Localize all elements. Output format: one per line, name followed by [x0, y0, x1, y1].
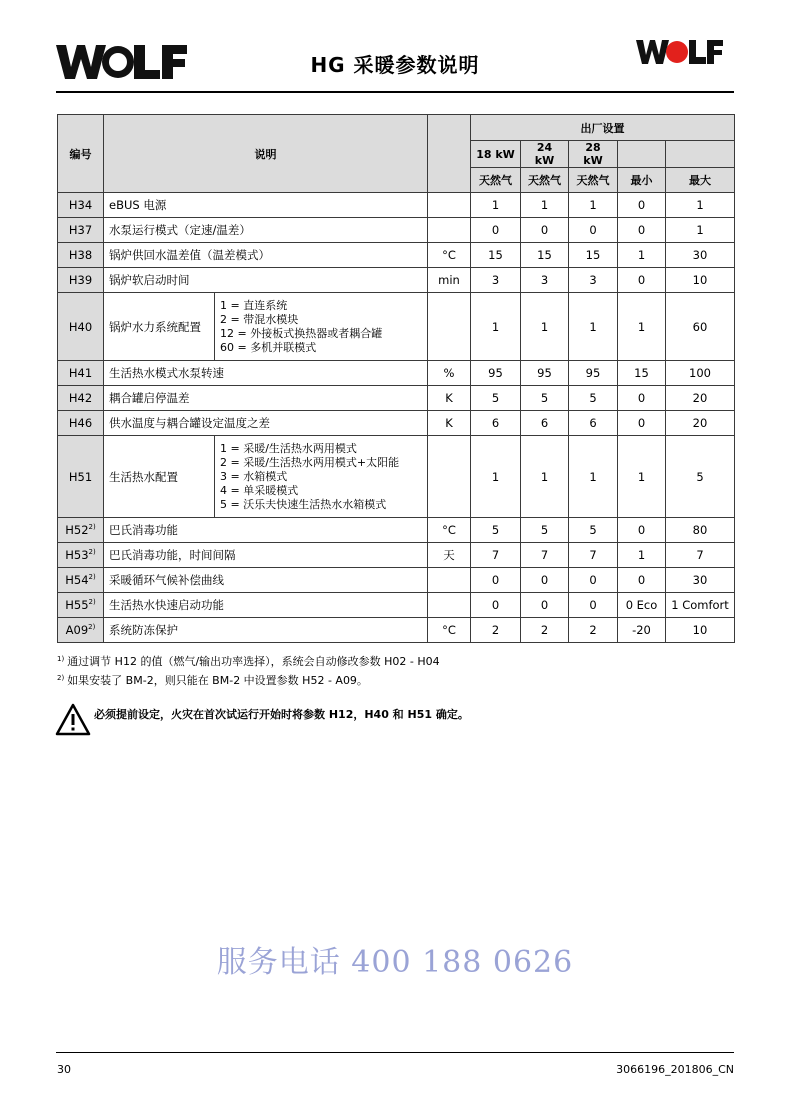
header-unit	[428, 115, 471, 193]
value-max: 1	[666, 218, 735, 243]
param-unit	[428, 293, 471, 361]
value-max: 1 Comfort	[666, 593, 735, 618]
param-code: H34	[58, 193, 104, 218]
param-description: 巴氏消毒功能，时间间隔	[104, 543, 428, 568]
value-24kw: 95	[521, 361, 569, 386]
value-28kw: 15	[569, 243, 618, 268]
value-18kw: 1	[471, 293, 521, 361]
value-28kw: 1	[569, 293, 618, 361]
param-code: H53$^{2)}$	[58, 543, 104, 568]
value-18kw: 1	[471, 193, 521, 218]
value-max: 10	[666, 268, 735, 293]
option-line: 1 = 直连系统	[220, 298, 288, 312]
value-18kw: 3	[471, 268, 521, 293]
footnote-ref: 2)	[88, 548, 96, 556]
header-gas-28: 天然气	[569, 168, 618, 193]
value-min: 0	[618, 386, 666, 411]
param-description: 采暖循环气候补偿曲线	[104, 568, 428, 593]
value-min: 1	[618, 293, 666, 361]
value-24kw: 15	[521, 243, 569, 268]
param-code: H37	[58, 218, 104, 243]
value-24kw: 0	[521, 568, 569, 593]
footnote-ref: 2)	[88, 523, 96, 531]
value-28kw: 6	[569, 411, 618, 436]
value-min: 0	[618, 411, 666, 436]
header-power-24: 24 kW	[521, 141, 569, 168]
param-code: H55$^{2)}$	[58, 593, 104, 618]
value-18kw: 2	[471, 618, 521, 643]
param-unit	[428, 218, 471, 243]
param-description: 耦合罐启停温差	[104, 386, 428, 411]
footer-divider	[56, 1052, 734, 1053]
param-description: eBUS 电源	[104, 193, 428, 218]
option-line: 2 = 带混水模块	[220, 312, 299, 326]
param-code: H40	[58, 293, 104, 361]
option-line: 1 = 采暖/生活热水两用模式	[220, 441, 357, 455]
value-18kw: 1	[471, 436, 521, 518]
param-description: 生活热水快速启动功能	[104, 593, 428, 618]
value-18kw: 0	[471, 568, 521, 593]
value-24kw: 0	[521, 593, 569, 618]
param-unit: °C	[428, 518, 471, 543]
param-unit	[428, 436, 471, 518]
param-options	[215, 436, 428, 518]
table-row	[58, 293, 735, 361]
param-code: H38	[58, 243, 104, 268]
value-max: 80	[666, 518, 735, 543]
value-max: 100	[666, 361, 735, 386]
param-description: 锅炉水力系统配置	[104, 293, 215, 361]
value-max: 1	[666, 193, 735, 218]
param-code: H39	[58, 268, 104, 293]
value-28kw: 1	[569, 193, 618, 218]
page-number: 30	[57, 1063, 71, 1076]
value-18kw: 0	[471, 593, 521, 618]
value-max: 30	[666, 243, 735, 268]
value-max: 60	[666, 293, 735, 361]
value-24kw: 2	[521, 618, 569, 643]
value-28kw: 1	[569, 436, 618, 518]
value-max: 5	[666, 436, 735, 518]
parameter-table	[57, 114, 735, 643]
footnote-ref: 2)	[88, 623, 96, 631]
value-min: 0	[618, 268, 666, 293]
value-min: 1	[618, 436, 666, 518]
value-18kw: 7	[471, 543, 521, 568]
table-row	[58, 436, 735, 518]
table-row	[58, 193, 735, 218]
value-24kw: 1	[521, 436, 569, 518]
table-row	[58, 268, 735, 293]
value-min: 15	[618, 361, 666, 386]
param-unit	[428, 593, 471, 618]
param-description: 供水温度与耦合罐设定温度之差	[104, 411, 428, 436]
wolf-logo-red-graphic	[636, 39, 723, 65]
header-min: 最小	[618, 168, 666, 193]
param-unit: 天	[428, 543, 471, 568]
value-24kw: 6	[521, 411, 569, 436]
footnote-1-text: 通过调节 H12 的值（燃气/输出功率选择），系统会自动修改参数 H02 - H04	[67, 655, 440, 668]
value-24kw: 7	[521, 543, 569, 568]
value-max: 10	[666, 618, 735, 643]
table-row	[58, 543, 735, 568]
option-line: 3 = 水箱模式	[220, 469, 288, 483]
param-unit	[428, 193, 471, 218]
footnote-2	[57, 670, 440, 689]
value-min: 0	[618, 193, 666, 218]
value-min: 1	[618, 543, 666, 568]
param-code: H41	[58, 361, 104, 386]
value-18kw: 5	[471, 518, 521, 543]
value-28kw: 5	[569, 518, 618, 543]
param-description: 水泵运行模式（定速/温差）	[104, 218, 428, 243]
value-24kw: 3	[521, 268, 569, 293]
value-28kw: 2	[569, 618, 618, 643]
option-line: 12 = 外接板式换热器或者耦合罐	[220, 326, 383, 340]
service-hotline-watermark: 服务电话 400 188 0626	[216, 945, 574, 980]
value-28kw: 5	[569, 386, 618, 411]
value-min: 0	[618, 568, 666, 593]
header-max: 最大	[666, 168, 735, 193]
table-row	[58, 386, 735, 411]
value-min: 0 Eco	[618, 593, 666, 618]
option-line: 5 = 沃乐夫快速生活热水水箱模式	[220, 497, 387, 511]
value-min: -20	[618, 618, 666, 643]
table-row	[58, 361, 735, 386]
table-row	[58, 518, 735, 543]
param-code: H46	[58, 411, 104, 436]
value-18kw: 95	[471, 361, 521, 386]
param-description: 锅炉供回水温差值（温差模式）	[104, 243, 428, 268]
header-factory-settings: 出厂设置	[471, 115, 735, 141]
value-min: 0	[618, 218, 666, 243]
footnote-ref: 2)	[88, 573, 96, 581]
header-blank-min	[618, 141, 666, 168]
param-code: H52$^{2)}$	[58, 518, 104, 543]
value-18kw: 15	[471, 243, 521, 268]
param-code: H54$^{2)}$	[58, 568, 104, 593]
header-blank-max	[666, 141, 735, 168]
table-row	[58, 568, 735, 593]
document-code: 3066196_201806_CN	[616, 1063, 734, 1076]
header-gas-18: 天然气	[471, 168, 521, 193]
param-unit	[428, 568, 471, 593]
param-description: 生活热水配置	[104, 436, 215, 518]
value-max: 7	[666, 543, 735, 568]
value-28kw: 7	[569, 543, 618, 568]
table-row	[58, 618, 735, 643]
param-unit: K	[428, 386, 471, 411]
value-28kw: 3	[569, 268, 618, 293]
param-code: H51	[58, 436, 104, 518]
footnote-1-mark: 1)	[57, 655, 65, 663]
option-line: 4 = 单采暖模式	[220, 483, 299, 497]
footnote-ref: 2)	[88, 598, 96, 606]
value-28kw: 0	[569, 218, 618, 243]
value-24kw: 5	[521, 518, 569, 543]
warning-triangle-icon	[55, 703, 91, 736]
header-power-18: 18 kW	[471, 141, 521, 168]
footnotes	[57, 651, 440, 689]
table-row	[58, 593, 735, 618]
value-24kw: 1	[521, 193, 569, 218]
param-description: 系统防冻保护	[104, 618, 428, 643]
param-unit: min	[428, 268, 471, 293]
header-divider	[56, 91, 734, 93]
value-18kw: 6	[471, 411, 521, 436]
value-28kw: 0	[569, 568, 618, 593]
value-28kw: 95	[569, 361, 618, 386]
option-line: 60 = 多机并联模式	[220, 340, 317, 354]
footnote-1	[57, 651, 440, 670]
param-unit: °C	[428, 243, 471, 268]
wolf-logo-red	[636, 39, 723, 65]
value-max: 30	[666, 568, 735, 593]
footnote-2-mark: 2)	[57, 674, 65, 682]
param-description: 巴氏消毒功能	[104, 518, 428, 543]
page-title: HG 采暖参数说明	[310, 53, 480, 77]
param-options	[215, 293, 428, 361]
value-28kw: 0	[569, 593, 618, 618]
footnote-2-text: 如果安装了 BM-2，则只能在 BM-2 中设置参数 H52 - A09。	[67, 674, 368, 687]
param-code: A09$^{2)}$	[58, 618, 104, 643]
warning-notice	[55, 703, 735, 739]
header-code: 编号	[58, 115, 104, 193]
param-code: H42	[58, 386, 104, 411]
warning-text: 必须提前设定，火灾在首次试运行开始时将参数 H12，H40 和 H51 确定。	[94, 708, 469, 721]
value-max: 20	[666, 411, 735, 436]
value-18kw: 0	[471, 218, 521, 243]
table-row	[58, 411, 735, 436]
param-description: 生活热水模式水泵转速	[104, 361, 428, 386]
param-unit: %	[428, 361, 471, 386]
option-line: 2 = 采暖/生活热水两用模式+太阳能	[220, 455, 400, 469]
param-unit: °C	[428, 618, 471, 643]
value-24kw: 5	[521, 386, 569, 411]
param-description: 锅炉软启动时间	[104, 268, 428, 293]
header-gas-24: 天然气	[521, 168, 569, 193]
header-power-28: 28 kW	[569, 141, 618, 168]
table-row	[58, 218, 735, 243]
value-24kw: 1	[521, 293, 569, 361]
param-unit: K	[428, 411, 471, 436]
table-row	[58, 243, 735, 268]
value-max: 20	[666, 386, 735, 411]
value-min: 1	[618, 243, 666, 268]
value-18kw: 5	[471, 386, 521, 411]
value-min: 0	[618, 518, 666, 543]
value-24kw: 0	[521, 218, 569, 243]
header-description: 说明	[104, 115, 428, 193]
